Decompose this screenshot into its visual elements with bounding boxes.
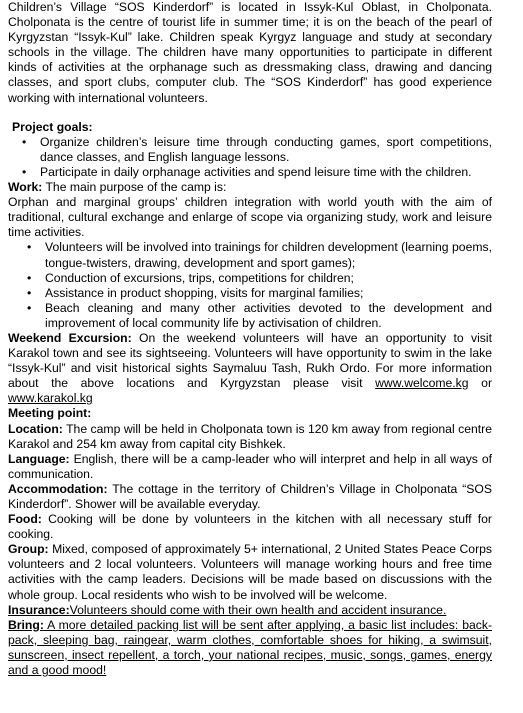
- bullet-icon: •: [27, 270, 32, 285]
- list-item: [8, 135, 492, 165]
- bring-label: Bring:: [8, 617, 44, 632]
- work-description: Orphan and marginal groups’ children integration with world youth with the aim of traditional, cultural exchange and enlarge of scope via organizing study, work and leisure time activities.: [8, 195, 492, 240]
- accommodation-paragraph: [8, 482, 492, 512]
- language-paragraph: [8, 452, 492, 482]
- list-item-text: Beach cleaning and many other activities devoted to the development and improvement of local community life by activisation of children.: [45, 300, 492, 330]
- food-paragraph: [8, 512, 492, 542]
- work-heading: [8, 180, 492, 195]
- location-label: Location:: [8, 421, 63, 436]
- list-item: [8, 286, 492, 301]
- weekend-paragraph: [8, 331, 492, 406]
- project-goals-list: [8, 135, 492, 180]
- welcome-link[interactable]: www.welcome.kg: [375, 376, 469, 391]
- work-label: Work:: [8, 180, 43, 195]
- bring-text: A more detailed packing list will be sent after applying, a basic list includes: back-pack, sleeping bag, raingear, warm clothes, comfortable shoes for hiking, a swimsuit, sunscreen, insect repellent, a torch, your national recipes, music, songs, games, energy and a good mood!: [8, 617, 492, 678]
- intro-paragraph: Children’s Village “SOS Kinderdorf” is located in Issyk-Kul Oblast, in Cholponata. Cholponata is the centre of tourist life in summer time; it is on the beach of the pearl of Kyrgyzstan “Issyk-Kul” lake. Children speak Kyrgyz language and study at secondary schools in the village. The children have many opportunities to participate in different kinds of activities at the orphanage such as dressmaking class, drawing and dancing classes, and sport clubs, computer club. The “SOS Kinderdorf” has good experience working with international volunteers.: [8, 0, 492, 105]
- project-goals-label: Project goals:: [12, 119, 93, 134]
- food-label: Food:: [8, 512, 42, 527]
- weekend-text: On the weekend volunteers will have an opportunity to visit Karakol town and see its sightseeing. Volunteers will have opportunity to swim in the lake “Issyk-Kul” and visit historical sights Saymaluu Tash, Rukh Ordo. For more information about the above locations and Kyrgyzstan please visit: [8, 330, 492, 391]
- group-text: Mixed, composed of approximately 5+ international, 2 United States Peace Corps volunteers and 2 local volunteers. Volunteers will manage working hours and free time activities with the camp leaders. Decisions will be made based on discussions with the whole group. Local residents who wish to be involved will be welcome.: [8, 542, 492, 602]
- work-lead: The main purpose of the camp is:: [42, 180, 227, 195]
- list-item: [8, 240, 492, 270]
- bring-paragraph: [8, 618, 492, 678]
- group-label: Group:: [8, 542, 49, 557]
- list-item-text: Volunteers will be involved into trainings for children development (learning poems, tongue-twisters, drawing, development and sport games);: [45, 240, 492, 270]
- location-text: The camp will be held in Cholponata town is 120 km away from regional centre Karakol and 254 km away from capital city Bishkek.: [8, 421, 492, 451]
- food-text: Cooking will be done by volunteers in the kitchen with all necessary stuff for cooking.: [8, 512, 492, 542]
- group-paragraph: [8, 542, 492, 602]
- list-item-text: Conduction of excursions, trips, competitions for children;: [45, 270, 354, 285]
- insurance-label: Insurance:: [8, 602, 70, 617]
- work-list: [8, 240, 492, 331]
- accommodation-label: Accommodation:: [8, 481, 108, 496]
- project-goals-heading: [8, 120, 492, 135]
- list-item: [8, 165, 492, 180]
- language-text: English, there will be a camp-leader who will interpret and help in all ways of communication.: [8, 451, 492, 481]
- bullet-icon: •: [27, 240, 32, 255]
- bullet-icon: •: [27, 300, 32, 315]
- list-item-text: Organize children’s leisure time through conducting games, sport competitions, dance classes, and English language lessons.: [40, 134, 492, 164]
- insurance-text: Volunteers should come with their own health and accident insurance.: [69, 602, 447, 617]
- location-paragraph: [8, 422, 492, 452]
- list-item-text: Participate in daily orphanage activities and spend leisure time with the children.: [40, 164, 472, 179]
- weekend-or: or: [468, 376, 493, 391]
- list-item: [8, 271, 492, 286]
- bullet-icon: •: [27, 285, 32, 300]
- meeting-point-heading: [8, 406, 492, 421]
- bullet-icon: •: [22, 164, 27, 179]
- karakol-link[interactable]: www.karakol.kg: [8, 391, 93, 406]
- insurance-paragraph: [8, 603, 492, 618]
- meeting-point-label: Meeting point:: [8, 406, 92, 421]
- spacer: [8, 106, 492, 120]
- weekend-label: Weekend Excursion:: [8, 330, 132, 345]
- list-item: [8, 301, 492, 331]
- language-label: Language:: [8, 451, 70, 466]
- accommodation-text: The cottage in the territory of Children’s Village in Cholponata “SOS Kinderdorf”. Shower will be available everyday.: [8, 481, 492, 511]
- list-item-text: Assistance in product shopping, visits for marginal families;: [45, 285, 364, 300]
- bullet-icon: •: [22, 134, 27, 149]
- document-page: [8, 0, 492, 678]
